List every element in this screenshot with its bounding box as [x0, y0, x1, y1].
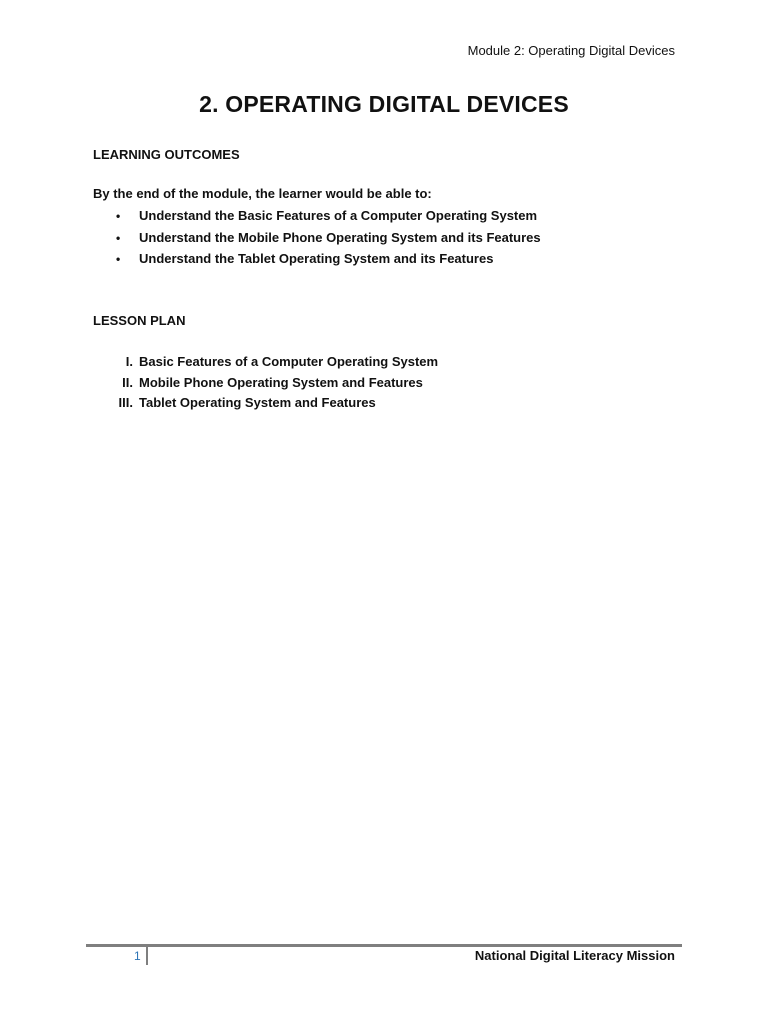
list-item-number: III.	[118, 395, 133, 410]
page-number: 1	[134, 949, 141, 963]
bullet-icon: •	[116, 209, 121, 223]
running-header: Module 2: Operating Digital Devices	[467, 43, 675, 58]
bullet-icon: •	[116, 252, 121, 266]
list-item	[93, 353, 438, 374]
learning-outcomes-heading: LEARNING OUTCOMES	[93, 147, 240, 162]
footer-organization: National Digital Literacy Mission	[474, 948, 675, 963]
learning-outcomes-list	[93, 207, 541, 272]
page-title: 2. OPERATING DIGITAL DEVICES	[199, 91, 569, 117]
footer-separator	[146, 947, 148, 965]
learning-outcomes-intro: By the end of the module, the learner would be able to:	[93, 186, 432, 201]
lesson-plan-heading: LESSON PLAN	[93, 313, 186, 328]
list-item-text: Tablet Operating System and Features	[139, 395, 376, 410]
list-item-text: Mobile Phone Operating System and Features	[139, 374, 423, 390]
list-item	[93, 250, 541, 272]
lesson-plan-list	[93, 353, 438, 415]
list-item-text: Understand the Tablet Operating System and its Features	[139, 251, 494, 266]
footer-divider	[86, 944, 682, 947]
list-item	[93, 394, 438, 415]
list-item-number: II.	[122, 374, 133, 390]
list-item-text: Understand the Mobile Phone Operating System and its Features	[139, 229, 541, 245]
list-item-text: Understand the Basic Features of a Computer Operating System	[139, 208, 538, 223]
list-item-number: I.	[125, 354, 133, 369]
list-item	[93, 374, 438, 395]
list-item-text: Basic Features of a Computer Operating System	[139, 354, 439, 369]
list-item	[93, 229, 541, 251]
bullet-icon: •	[116, 230, 121, 245]
list-item	[93, 207, 541, 229]
